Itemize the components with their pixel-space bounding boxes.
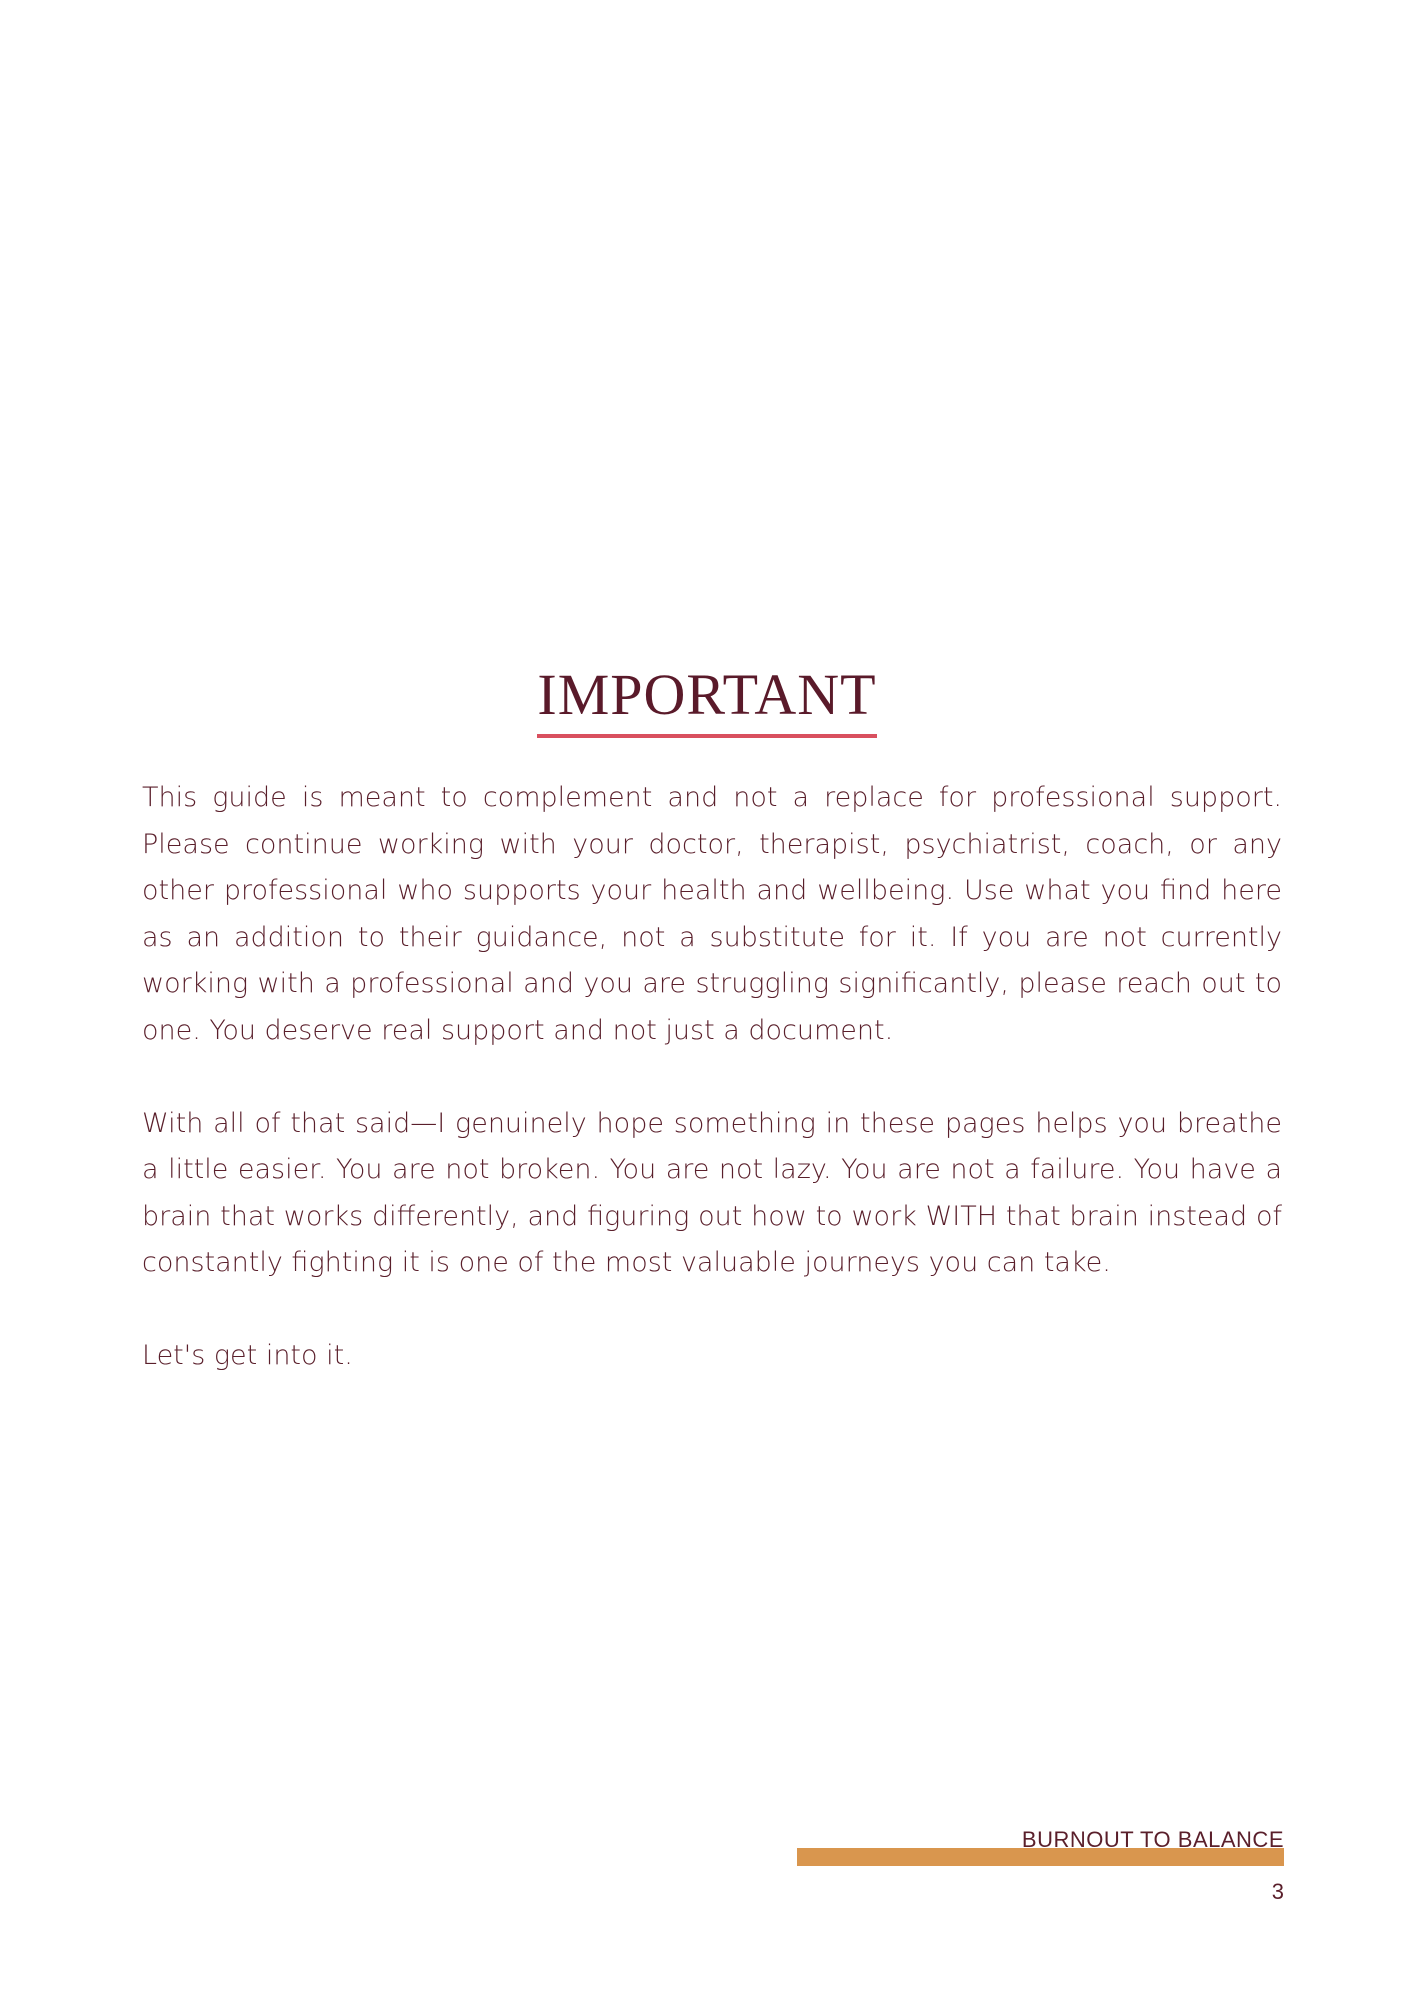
footer-title: BURNOUT TO BALANCE [1021, 1827, 1284, 1852]
paragraph-closing: Let's get into it. [142, 1340, 353, 1371]
paragraph-disclaimer: This guide is meant to complement and not a replace for professional support. Please continue working with your doctor, therapist, psychiatrist, coach, or any other professional who supports your health and wellbeing. Use what you find here as an addition to their guidance, not a substitute for it. If you are not currently working with a professional and you are struggling significantly, please reach out to one. You deserve real support and not just a document. [142, 782, 1282, 1046]
paragraph-encouragement: With all of that said—I genuinely hope something in these pages helps you breathe a little easier. You are not broken. You are not lazy. You are not a failure. You have a brain that works differently, and figuring out how to work WITH that brain instead of constantly fighting it is one of the most valuable journeys you can take. [142, 1107, 1282, 1278]
page-heading: IMPORTANT [537, 666, 876, 738]
page-number: 3 [1271, 1879, 1284, 1904]
heading-container [0, 662, 1414, 738]
body-text [142, 775, 1282, 1380]
